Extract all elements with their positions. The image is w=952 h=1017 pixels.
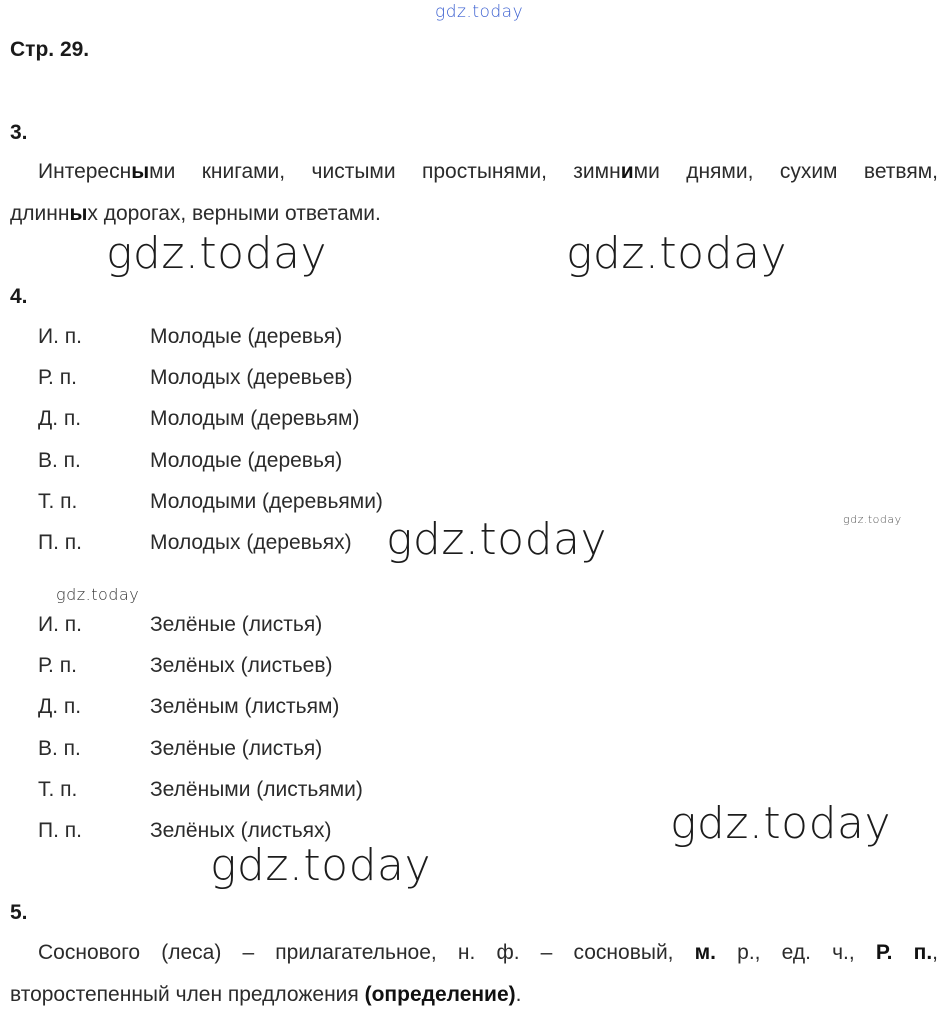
- case-label: И. п.: [38, 613, 82, 636]
- case-form: Молодые (деревья): [150, 448, 343, 472]
- case-label: В. п.: [38, 736, 81, 760]
- bold-fragment: (определение): [364, 983, 516, 1006]
- watermark: gdz.today: [670, 798, 892, 849]
- task-number: 4.: [10, 285, 28, 308]
- case-form: Зелёных (листьях): [150, 819, 332, 842]
- bold-fragment: ы: [69, 202, 88, 225]
- case-label: В. п.: [38, 448, 81, 472]
- watermark: gdz.today: [56, 585, 140, 604]
- task3-line: [10, 193, 938, 235]
- watermark: gdz.today: [566, 228, 788, 279]
- watermark: gdz.today: [386, 514, 608, 565]
- task-number: 3.: [10, 121, 28, 144]
- case-form: Зелёные (листья): [150, 736, 323, 760]
- text-fragment: х дорогах, верными ответами.: [87, 202, 381, 225]
- text-fragment: длинн: [10, 202, 70, 225]
- text-fragment: Интересн: [38, 160, 132, 183]
- case-form: Молодых (деревьев): [150, 366, 353, 390]
- text-fragment: .: [515, 983, 522, 1006]
- bold-fragment: и: [620, 160, 634, 183]
- watermark: gdz.today: [210, 840, 432, 891]
- task3-line: [10, 151, 938, 193]
- case-label: П. п.: [38, 531, 82, 554]
- bold-fragment: м.: [694, 941, 717, 964]
- case-form: Зелёным (листьям): [150, 695, 340, 719]
- case-label: Т. п.: [38, 489, 78, 513]
- page-title: Стр. 29.: [10, 38, 90, 61]
- case-form: Молодыми (деревьями): [150, 489, 383, 513]
- task-number: 5.: [10, 901, 28, 924]
- case-label: Д. п.: [38, 695, 82, 719]
- case-form: Зелёными (листьями): [150, 777, 363, 801]
- task3-answer: [10, 151, 938, 235]
- case-form: Молодым (деревьям): [150, 407, 360, 431]
- case-form: Зелёных (листьев): [150, 654, 333, 678]
- case-label: Р. п.: [38, 654, 77, 678]
- case-label: Д. п.: [38, 407, 82, 431]
- task5-line: [10, 974, 938, 1016]
- case-form: Молодых (деревьях): [150, 531, 352, 554]
- text-fragment: ми днями, сухим ветвям,: [633, 160, 938, 183]
- case-label: И. п.: [38, 325, 82, 348]
- case-form: Зелёные (листья): [150, 613, 323, 636]
- text-fragment: ,: [932, 941, 938, 964]
- task5-line: [10, 932, 938, 974]
- case-label: Р. п.: [38, 366, 77, 390]
- text-fragment: р., ед. ч.,: [716, 941, 876, 964]
- bold-fragment: ы: [131, 160, 150, 183]
- watermark-top: gdz.today: [435, 2, 524, 22]
- text-fragment: Соснового (леса) – прилагательное, н. ф. – сосновый,: [38, 941, 695, 964]
- case-form: Молодые (деревья): [150, 325, 343, 348]
- case-label: Т. п.: [38, 777, 78, 801]
- watermark: gdz.today: [843, 513, 902, 526]
- text-fragment: второстепенный член предложения: [10, 983, 365, 1006]
- watermark: gdz.today: [106, 228, 328, 279]
- bold-fragment: Р. п.: [875, 941, 933, 964]
- text-fragment: ми книгами, чистыми простынями, зимн: [149, 160, 621, 183]
- task5-answer: [10, 932, 938, 1016]
- case-label: П. п.: [38, 819, 82, 842]
